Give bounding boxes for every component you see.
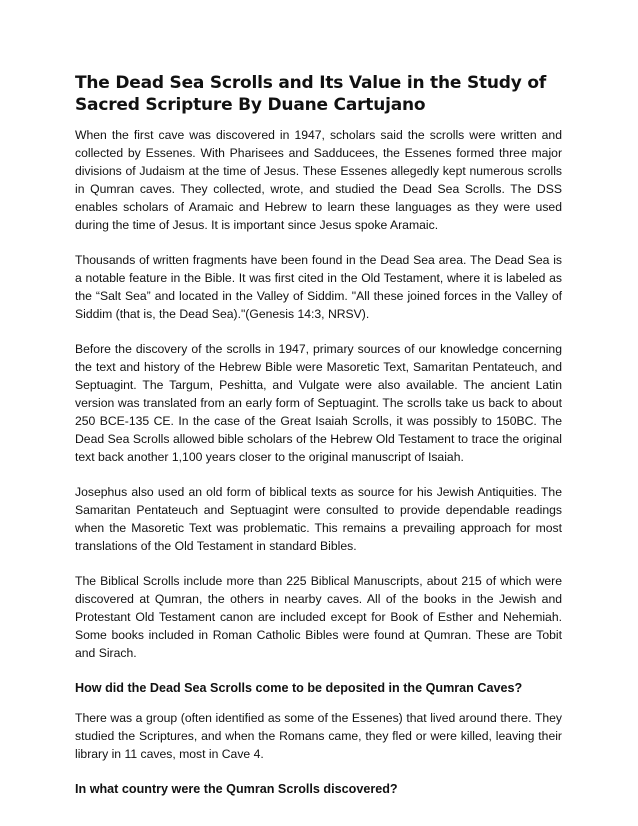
answer-deposit: There was a group (often identified as some of the Essenes) that lived around there. They studied the Scriptures, and when the Romans came, they fled or were killed, leaving their library in 11 caves, most in Cave 4. bbox=[75, 711, 562, 761]
document-title: The Dead Sea Scrolls and Its Value in the Study of Sacred Scripture By Duane Cartujano bbox=[75, 73, 547, 115]
paragraph-biblical-scrolls: The Biblical Scrolls include more than 225 Biblical Manuscripts, about 215 of which were discovered at Qumran, the others in nearby caves. All of the books in the Jewish and Protestant Old Testament canon are included except for Book of Esther and Nehemiah. Some books included in Roman Catholic Bibles were found at Qumran. These are Tobit and Sirach. bbox=[75, 574, 562, 660]
paragraph-sources: Before the discovery of the scrolls in 1947, primary sources of our knowledge concerning the text and history of the Hebrew Bible were Masoretic Text, Samaritan Pentateuch, and Septuagint. The Targum, Peshitta, and Vulgate were also available. The ancient Latin version was translated from an early form of Septuagint. The scrolls take us back to about 250 BCE-135 CE. In the case of the Great Isaiah Scrolls, it was possibly to 150BC. The Dead Sea Scrolls allowed bible scholars of the Hebrew Old Testament to trace the original text back another 1,100 years closer to the original manuscript of Isaiah. bbox=[75, 342, 562, 464]
paragraph-dead-sea: Thousands of written fragments have been found in the Dead Sea area. The Dead Sea is a notable feature in the Bible. It was first cited in the Old Testament, where it is labeled as the “Salt Sea” and located in the Valley of Siddim. "All these joined forces in the Valley of Siddim (that is, the Dead Sea)."(Genesis 14:3, NRSV). bbox=[75, 253, 562, 321]
question-heading-deposit: How did the Dead Sea Scrolls come to be deposited in the Qumran Caves? bbox=[75, 681, 523, 695]
question-heading-country: In what country were the Qumran Scrolls discovered? bbox=[75, 782, 398, 796]
paragraph-essenes: When the first cave was discovered in 1947, scholars said the scrolls were written and collected by Essenes. With Pharisees and Sadducees, the Essenes formed three major divisions of Judaism at the time of Jesus. These Essenes allegedly kept numerous scrolls in Qumran caves. They collected, wrote, and studied the Dead Sea Scrolls. The DSS enables scholars of Aramaic and Hebrew to learn these languages as they were used during the time of Jesus. It is important since Jesus spoke Aramaic. bbox=[75, 128, 562, 232]
paragraph-josephus: Josephus also used an old form of biblical texts as source for his Jewish Antiquities. The Samaritan Pentateuch and Septuagint were consulted to provide dependable readings when the Masoretic Text was problematic. This remains a prevailing approach for most translations of the Old Testament in standard Bibles. bbox=[75, 485, 562, 553]
document-page bbox=[75, 72, 562, 810]
